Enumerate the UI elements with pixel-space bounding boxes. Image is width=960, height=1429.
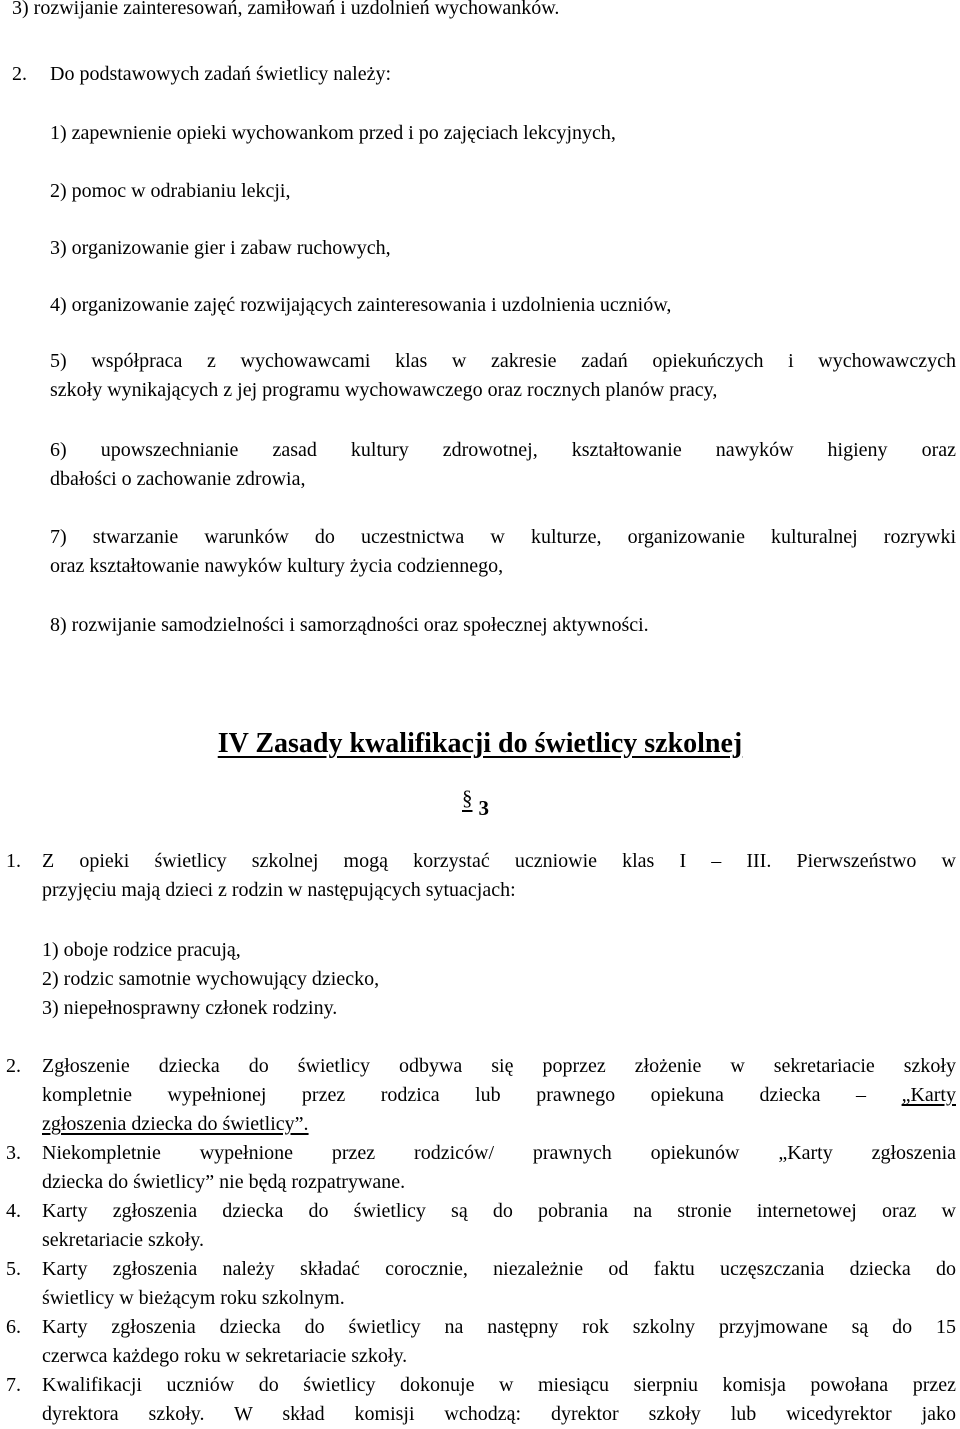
paragraph-text <box>42 1081 956 1110</box>
list-item: 1) zapewnienie opieki wychowankom przed i po zajęciach lekcyjnych, <box>50 122 616 144</box>
paragraph-text: dziecka do świetlicy” nie będą rozpatrywane. <box>42 1171 406 1193</box>
paragraph-text: Zgłoszenie dziecka do świetlicy odbywa się poprzez złożenie w sekretariacie szkoły <box>42 1055 956 1077</box>
paragraph-text: świetlicy w bieżącym roku szkolnym. <box>42 1287 345 1309</box>
list-item-continuation: dbałości o zachowanie zdrowia, <box>50 468 306 490</box>
paragraph-number: 6. <box>6 1316 21 1338</box>
paragraph-number: 7. <box>6 1374 21 1396</box>
list-item: 3) organizowanie gier i zabaw ruchowych, <box>50 237 391 259</box>
paragraph-text: Karty zgłoszenia należy składać corocznie, niezależnie od faktu uczęszczania dziecka do <box>42 1258 956 1280</box>
paragraph-text: Niekompletnie wypełnione przez rodziców/ prawnych opiekunów „Karty zgłoszenia <box>42 1142 956 1164</box>
form-reference: „Karty <box>901 1084 956 1106</box>
list-item-continuation: oraz kształtowanie nawyków kultury życia codziennego, <box>50 555 504 577</box>
paragraph-number: 3. <box>6 1142 21 1164</box>
list-item: 6) upowszechnianie zasad kultury zdrowotnej, kształtowanie nawyków higieny oraz <box>50 439 956 461</box>
list-item: 1) oboje rodzice pracują, <box>42 939 241 961</box>
section-sign: § <box>462 786 473 810</box>
section-marker <box>462 786 489 823</box>
paragraph-text: Kwalifikacji uczniów do świetlicy dokonuje w miesiącu sierpniu komisja powołana przez <box>42 1374 956 1396</box>
list-item: 2) rodzic samotnie wychowujący dziecko, <box>42 968 380 990</box>
paragraph-number: 4. <box>6 1200 21 1222</box>
list-item: 2) pomoc w odrabianiu lekcji, <box>50 180 291 202</box>
paragraph-text: Karty zgłoszenia dziecka do świetlicy na następny rok szkolny przyjmowane są do 15 <box>42 1316 956 1338</box>
list-item: 5) współpraca z wychowawcami klas w zakresie zadań opiekuńczych i wychowawczych <box>50 350 956 372</box>
paragraph-number: 5. <box>6 1258 21 1280</box>
paragraph-text: sekretariacie szkoły. <box>42 1229 204 1251</box>
paragraph-text: Karty zgłoszenia dziecka do świetlicy są do pobrania na stronie internetowej oraz w <box>42 1200 956 1222</box>
list-item: 3) niepełnosprawny członek rodziny. <box>42 997 338 1019</box>
list-item: 3) rozwijanie zainteresowań, zamiłowań i uzdolnień wychowanków. <box>12 0 560 19</box>
section-intro: Do podstawowych zadań świetlicy należy: <box>50 63 392 85</box>
paragraph-text: dyrektora szkoły. W skład komisji wchodzą: dyrektor szkoły lub wicedyrektor jako <box>42 1403 956 1425</box>
chapter-title: IV Zasady kwalifikacji do świetlicy szkolnej <box>217 728 743 759</box>
paragraph-text: Z opieki świetlicy szkolnej mogą korzystać uczniowie klas I – III. Pierwszeństwo w <box>42 850 956 872</box>
form-reference: zgłoszenia dziecka do świetlicy”. <box>42 1113 309 1135</box>
list-item-continuation: szkoły wynikających z jej programu wychowawczego oraz rocznych planów pracy, <box>50 379 718 401</box>
list-item: 4) organizowanie zajęć rozwijających zainteresowania i uzdolnienia uczniów, <box>50 294 672 316</box>
paragraph-text: czerwca każdego roku w sekretariacie szkoły. <box>42 1345 408 1367</box>
section-number: 3 <box>478 796 489 820</box>
paragraph-text-part: kompletnie wypełnionej przez rodzica lub prawnego opiekuna dziecka – <box>42 1084 902 1106</box>
section-number: 2. <box>12 63 27 85</box>
paragraph-number: 2. <box>6 1055 21 1077</box>
list-item: 7) stwarzanie warunków do uczestnictwa w kulturze, organizowanie kulturalnej rozrywki <box>50 526 956 548</box>
paragraph-text: przyjęciu mają dzieci z rodzin w następujących sytuacjach: <box>42 879 516 901</box>
paragraph-number: 1. <box>6 850 21 872</box>
list-item: 8) rozwijanie samodzielności i samorządności oraz społecznej aktywności. <box>50 614 649 636</box>
